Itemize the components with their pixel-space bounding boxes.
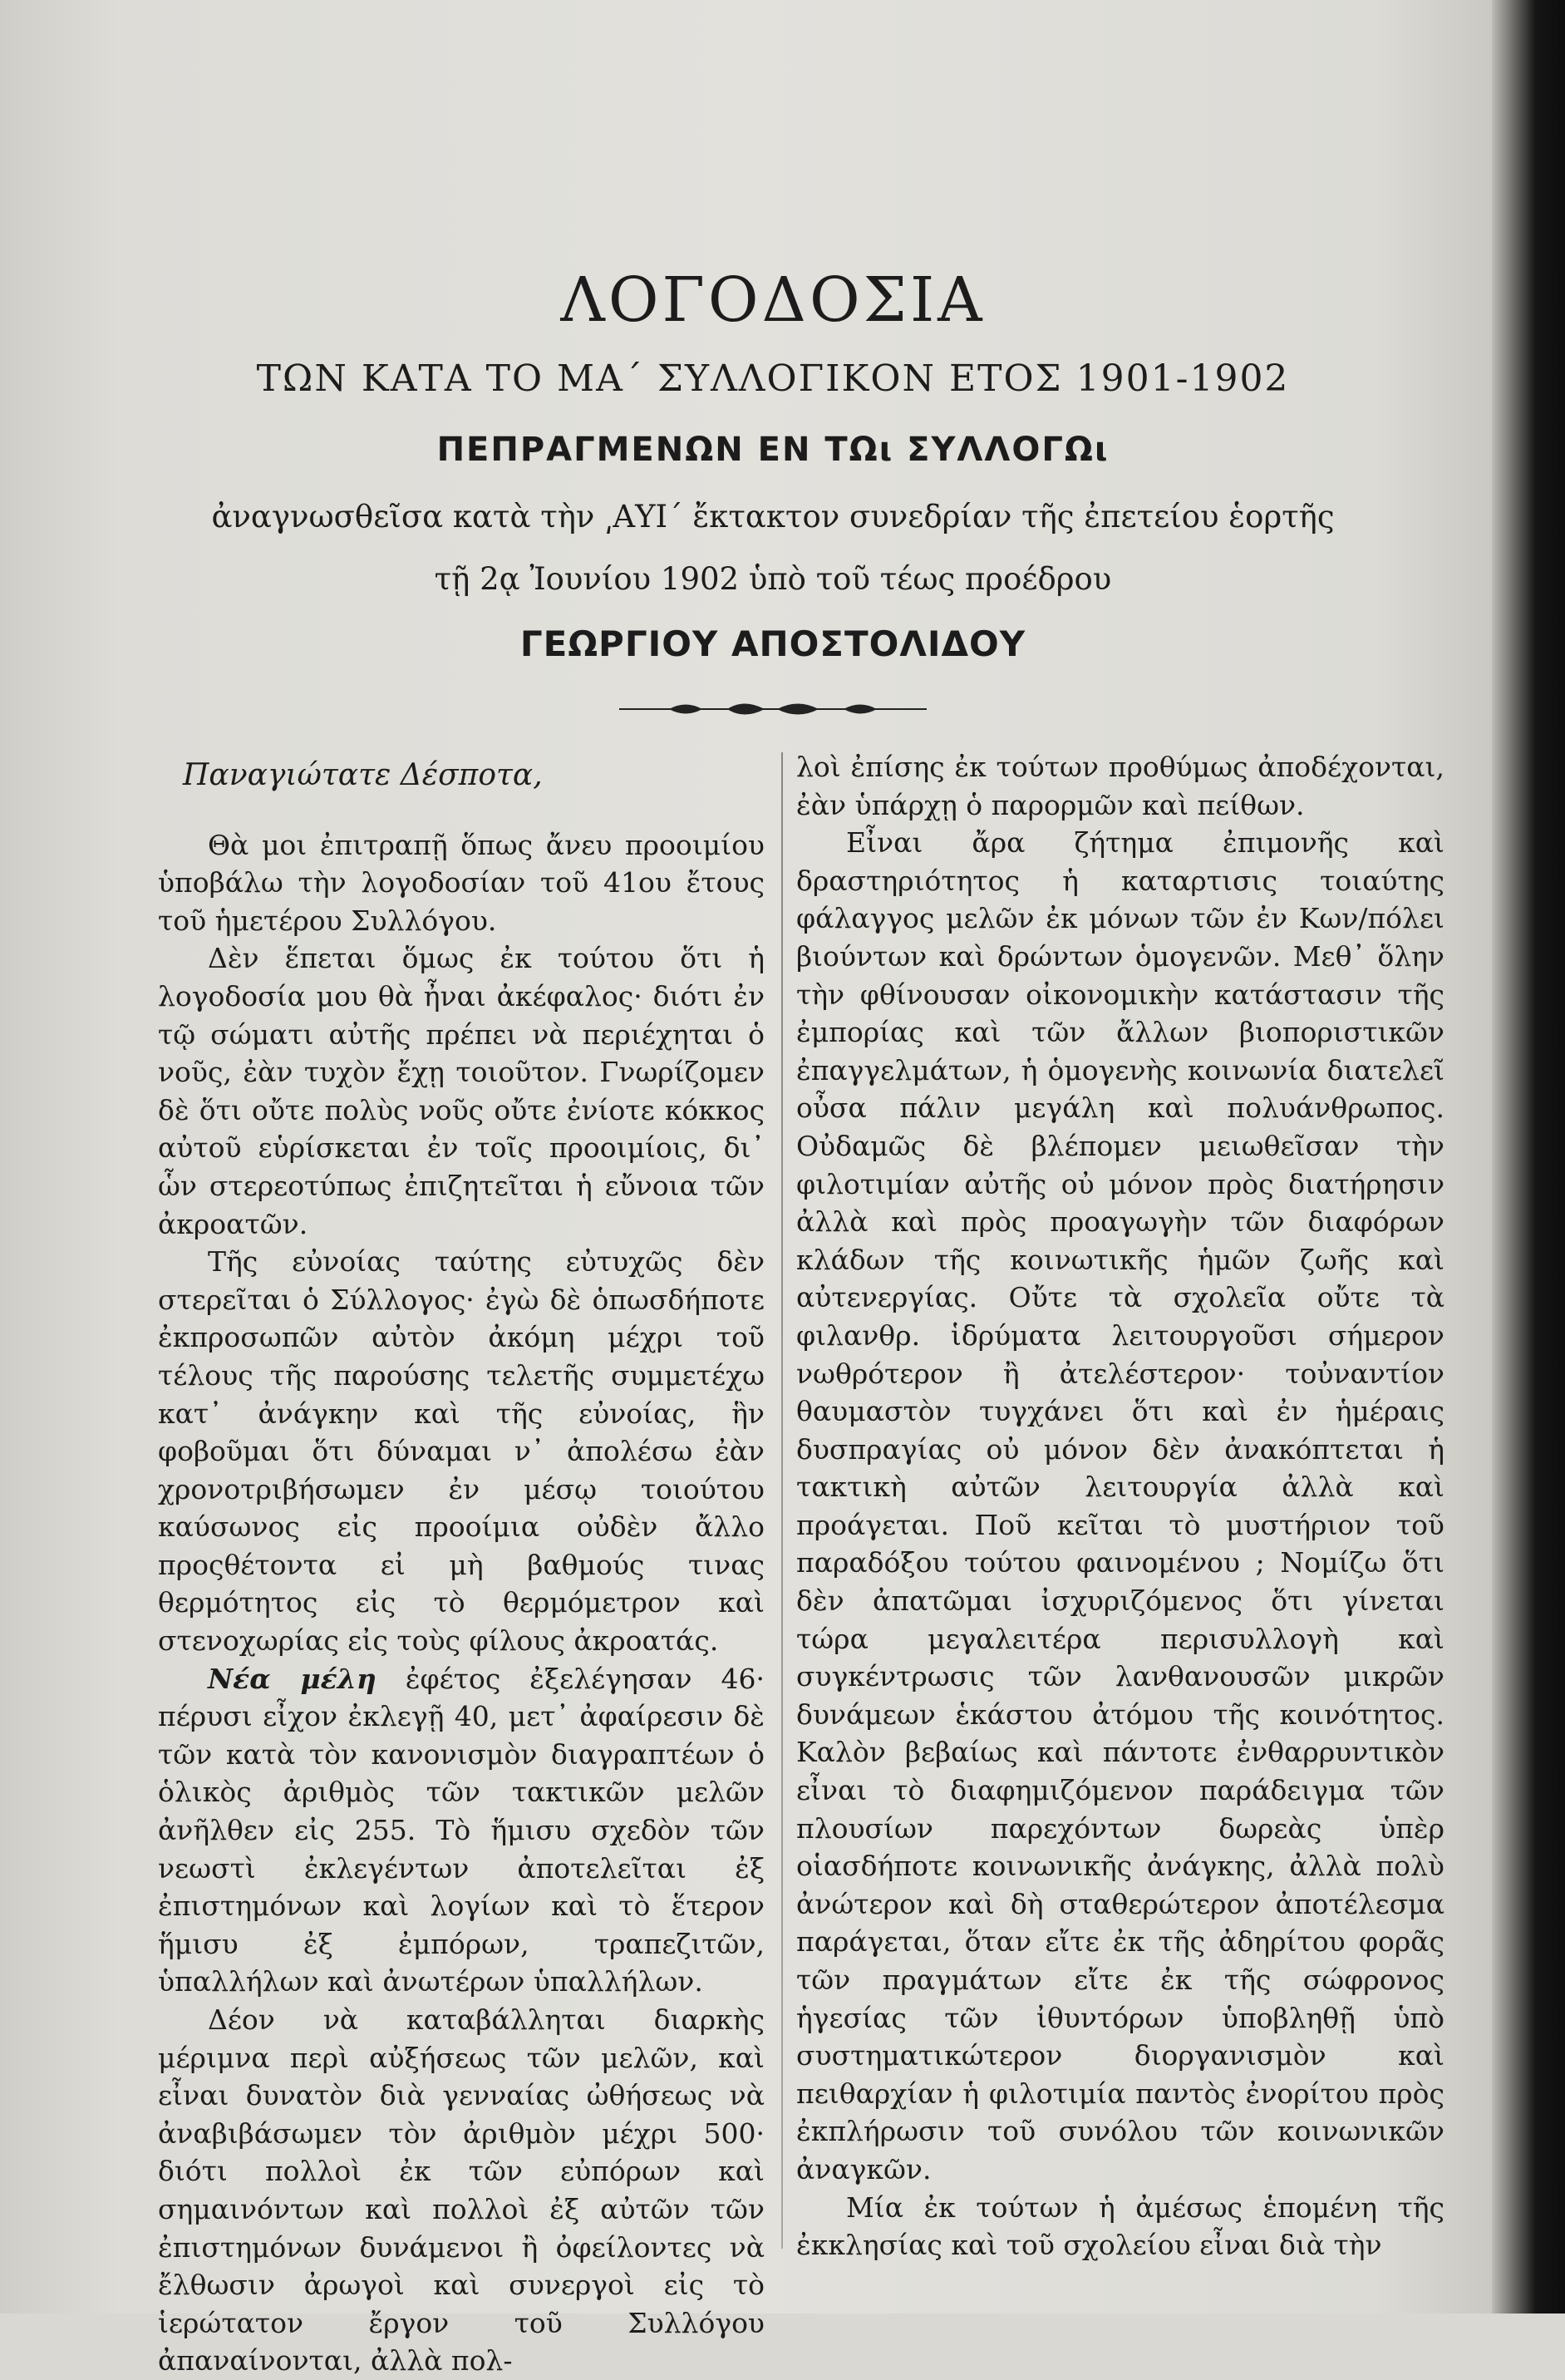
right-column [796, 748, 1444, 2264]
paragraph: Μία ἐκ τούτων ἡ ἀμέσως ἑπομένη τῆς ἐκκλησίας καὶ τοῦ σχολείου εἶναι διὰ τὴν [796, 2190, 1444, 2262]
reading-date-line: τῇ 2ᾳ Ἰουνίου 1902 ὑπὸ τοῦ τέως προέδρου [434, 561, 1112, 597]
book-spine [1492, 0, 1565, 2313]
salutation: Παναγιώτατε Δέσποτα, [183, 758, 543, 792]
page-title: ΛΟΓΟΔΟΣΙΑ [560, 264, 986, 336]
paragraph-body: ἐφέτος ἐξελέγησαν 46· πέρυσι εἶχον ἐκλεγῇ 40, μετ᾿ ἀφαίρεσιν δὲ τῶν κατὰ τὸν κανονισμὸν διαγραπτέων ὁ ὁλικὸς ἀριθμὸς τῶν τακτικῶν μελῶν ἀνῆλθεν εἰς 255. Τὸ ἥμισυ σχεδὸν τῶν νεωστὶ ἐκλεγέντων ἀποτελεῖται ἐξ ἐπιστημόνων καὶ λογίων καὶ τὸ ἕτερον ἥμισυ ἐξ ἐμπόρων, τραπεζιτῶν, ὑπαλλήλων καὶ ἀνωτέρων ὑπαλλήλων. [158, 1662, 765, 1998]
paragraph [158, 1660, 765, 2001]
page-subtitle-secondary: ΠΕΠΡΑΓΜΕΝΩΝ ΕΝ ΤΩι ΣΥΛΛΟΓΩι [436, 431, 1110, 469]
paragraph: Τῆς εὐνοίας ταύτης εὐτυχῶς δὲν στερεῖται ὁ Σύλλογος· ἐγὼ δὲ ὁπωσδήποτε ἐκπροσωπῶν αὐτὸν ἀκόμη μέχρι τοῦ τέλους τῆς παρούσης τελετῆς συμμετέχω κατ᾿ ἀνάγκην καὶ τῆς εὐνοίας, ἣν φοβοῦμαι ὅτι δύναμαι ν᾿ ἀπολέσω ἐὰν χρονοτριβήσωμεν ἐν μέσῳ τοιούτου καύσωνος εἰς προοίμια οὐδὲν ἄλλο προςθέτοντα εἰ μὴ βαθμούς τινας θερμότητος εἰς τὸ θερμόμετρον καὶ στενοχωρίας εἰς τοὺς φίλους ἀκροατάς. [158, 1245, 765, 1658]
page-subtitle: ΤΩΝ ΚΑΤΑ ΤΟ ΜΑ΄ ΣΥΛΛΟΓΙΚΟΝ ΕΤΟΣ 1901-1902 [256, 357, 1290, 400]
ornament-divider [619, 697, 927, 722]
paragraph: λοὶ ἐπίσης ἐκ τούτων προθύμως ἀποδέχονται, ἐὰν ὑπάρχῃ ὁ παρορμῶν καὶ πείθων. [796, 751, 1444, 821]
paragraph: Εἶναι ἄρα ζήτημα ἐπιμονῆς καὶ δραστηριότητος ἡ καταρτισις τοιαύτης φάλαγγος μελῶν ἐκ μόνων τῶν ἐν Κων/πόλει βιούντων καὶ δρώντων ὁμογενῶν. Μεθ᾿ ὅλην τὴν φθίνουσαν οἰκονομικὴν κατάστασιν τῆς ἐμπορίας καὶ τῶν ἄλλων βιοποριστικῶν ἐπαγγελμάτων, ἡ ὁμογενὴς κοινωνία διατελεῖ οὖσα πάλιν μεγάλη καὶ πολυάνθρωπος. Οὐδαμῶς δὲ βλέπομεν μειωθεῖσαν τὴν φιλοτιμίαν αὐτῆς οὐ μόνον πρὸς διατήρησιν ἀλλὰ καὶ πρὸς προαγωγὴν τῶν διαφόρων κλάδων τῆς κοινωτικῆς ἡμῶν ζωῆς καὶ αὐτενεργίας. Οὔτε τὰ σχολεῖα οὔτε τὰ φιλανθρ. ἱδρύματα λειτουργοῦσι σήμερον νωθρότερον ἢ ἀτελέστερον· τοὐναντίον θαυμαστὸν τυγχάνει ὅτι καὶ ἐν ἡμέραις δυσπραγίας οὐ μόνον δὲν ἀνακόπτεται ἡ τακτικὴ αὐτῶν λειτουργία ἀλλὰ καὶ προάγεται. Ποῦ κεῖται τὸ μυστήριον τοῦ παραδόξου τούτου φαινομένου ; Νομίζω ὅτι δὲν ἀπατῶμαι ἰσχυριζόμενος ὅτι γίνεται τώρα μεγαλειτέρα περισυλλογὴ καὶ συγκέντρωσις τῶν λανθανουσῶν μικρῶν δυνάμεων ἑκάστου ἀτόμου τῆς κοινότητος. Καλὸν βεβαίως καὶ πάντοτε ἐνθαρρυντικὸν εἶναι τὸ διαφημιζόμενον παράδειγμα τῶν πλουσίων παρεχόντων δωρεὰς ὑπὲρ οἱασδήποτε κοινωνικῆς ἀνάγκης, ἀλλὰ πολὺ ἀνώτερον καὶ δὴ σταθερώτερον ἀποτέλεσμα παράγεται, ὅταν εἴτε ἐκ τῆς ἀδηρίτου φορᾶς τῶν πραγμάτων εἴτε ἐκ τῆς σώφρονος ἡγεσίας τῶν ἰθυντόρων ὑποβληθῇ ὑπὸ συστηματικώτερον διοργανισμὸν καὶ πειθαρχίαν ἡ φιλοτιμία παντὸς ἐνορίτου πρὸς ἐκπλήρωσιν τοῦ συνόλου τῶν κοινωνικῶν ἀναγκῶν. [796, 826, 1444, 2185]
reading-occasion-line: ἀναγνωσθεῖσα κατὰ τὴν ͵ΑΥΙ΄ ἔκτακτον συνεδρίαν τῆς ἐπετείου ἑορτῆς [211, 499, 1335, 535]
paragraph: Δὲν ἕπεται ὅμως ἐκ τούτου ὅτι ἡ λογοδοσία μου θὰ ἦναι ἀκέφαλος· διότι ἐν τῷ σώματι αὐτῆς πρέπει νὰ περιέχηται ὁ νοῦς, ἐὰν τυχὸν ἔχῃ τοιοῦτον. Γνωρίζομεν δὲ ὅτι οὔτε πολὺς νοῦς οὔτε ἐνίοτε κόκκος αὐτοῦ εὑρίσκεται ἐν τοῖς προοιμίοις, δι᾿ ὧν στερεοτύπως ἐπιζητεῖται ἡ εὔνοια τῶν ἀκροατῶν. [158, 942, 765, 1240]
paragraph-lead: Νέα μέλη [208, 1662, 376, 1695]
left-column [158, 748, 765, 2380]
paragraph: Δέον νὰ καταβάλληται διαρκὴς μέριμνα περὶ αὐξήσεως τῶν μελῶν, καὶ εἶναι δυνατὸν διὰ γενναίας ὠθήσεως νὰ ἀναβιβάσωμεν τὸν ἀριθμὸν μέχρι 500· διότι πολλοὶ ἐκ τῶν εὐπόρων καὶ σημαινόντων καὶ πολλοὶ ἐξ αὐτῶν τῶν ἐπιστημόνων δυνάμενοι ἢ ὀφείλοντες νὰ ἔλθωσιν ἀρωγοὶ καὶ συνεργοὶ εἰς τὸ ἱερώτατον ἔργον τοῦ Συλλόγου ἀπαναίνονται, ἀλλὰ πολ- [158, 2003, 765, 2378]
paragraph: Θὰ μοι ἐπιτραπῇ ὅπως ἄνευ προοιμίου ὑποβάλω τὴν λογοδοσίαν τοῦ 41ου ἔτους τοῦ ἡμετέρου Συλλόγου. [158, 828, 765, 937]
column-divider [781, 752, 783, 2249]
author-name: ΓΕΩΡΓΙΟΥ ΑΠΟΣΤΟΛΙΔΟΥ [519, 623, 1026, 664]
